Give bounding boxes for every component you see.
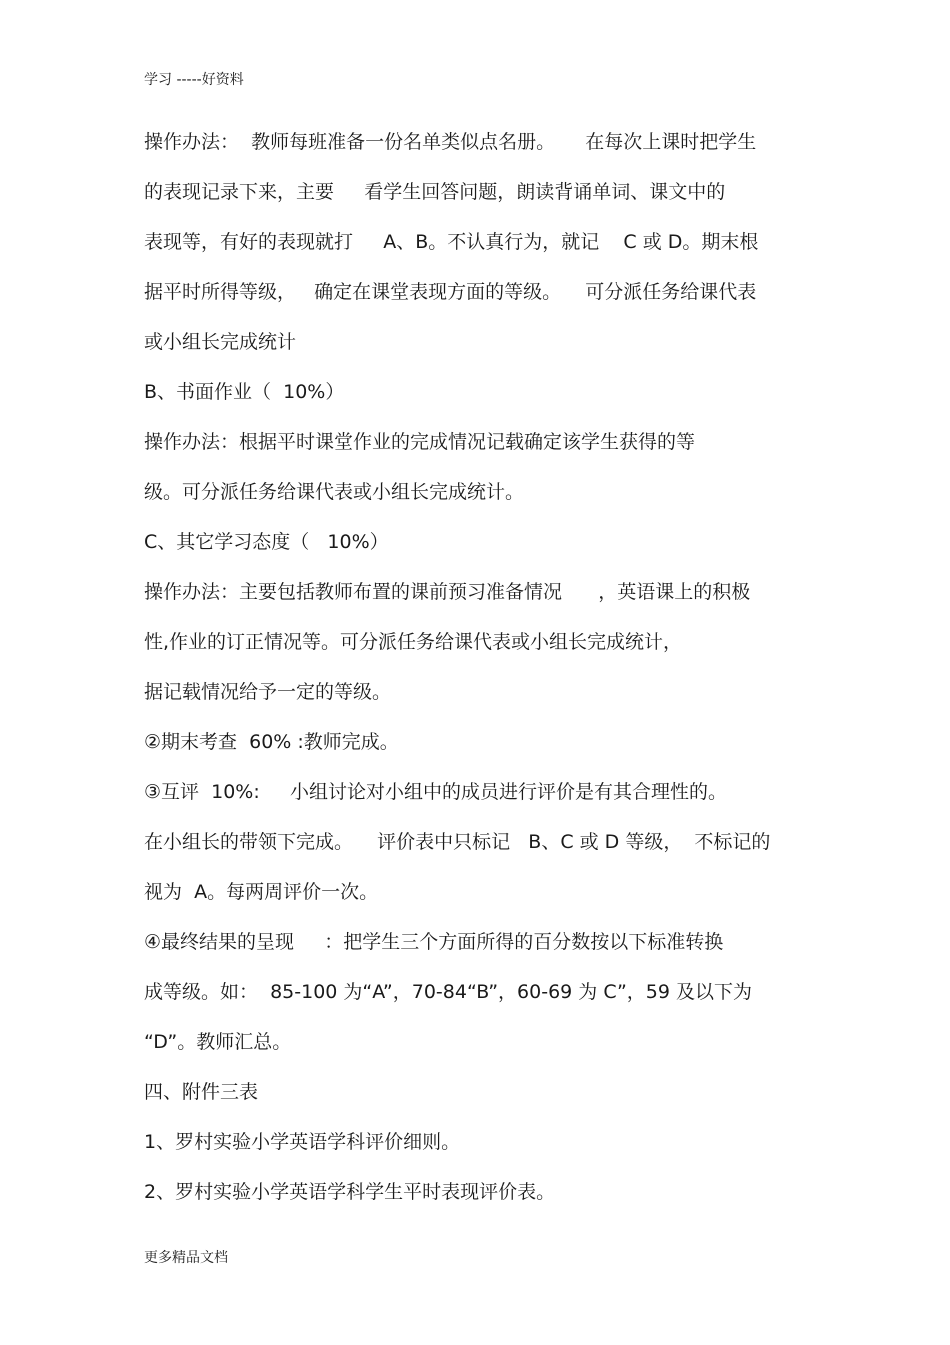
body-line: 级。可分派任务给课代表或小组长完成统计。: [144, 481, 525, 503]
page-footer: 更多精品文档: [144, 1250, 228, 1266]
body-line: 的表现记录下来，主要 看学生回答问题，朗读背诵单词、课文中的: [144, 181, 726, 203]
body-line: 性,作业的订正情况等。可分派任务给课代表或小组长完成统计，: [144, 631, 683, 653]
body-line: 或小组长完成统计: [144, 331, 297, 353]
body-line: 表现等，有好的表现就打 A、B。不认真行为，就记 C 或 D。期末根: [144, 231, 759, 253]
item-final-exam: ②期末考查 60% :教师完成。: [144, 731, 399, 753]
page-header: 学习 -----好资料: [144, 72, 244, 88]
section-heading-b: B、书面作业（ 10%）: [144, 381, 345, 403]
document-body: [144, 125, 824, 1225]
body-line: 在小组长的带领下完成。 评价表中只标记 B、C 或 D 等级， 不标记的: [144, 831, 771, 853]
body-line: 据记载情况给予一定的等级。: [144, 681, 392, 703]
appendix-item: 1、罗村实验小学英语学科评价细则。: [144, 1131, 461, 1153]
section-heading-appendix: 四、附件三表: [144, 1081, 259, 1103]
body-line: 视为 A。每两周评价一次。: [144, 881, 379, 903]
appendix-item: 2、罗村实验小学英语学科学生平时表现评价表。: [144, 1181, 556, 1203]
item-final-result: ④最终结果的呈现 ：把学生三个方面所得的百分数按以下标准转换: [144, 931, 724, 953]
body-line: 成等级。如： 85-100 为“A”，70-84“B”，60-69 为 C”，59 及以下为: [144, 981, 753, 1003]
body-line: 操作办法：根据平时课堂作业的完成情况记载确定该学生获得的等: [144, 431, 696, 453]
body-line: “D”。教师汇总。: [144, 1031, 292, 1053]
body-line: 据平时所得等级， 确定在课堂表现方面的等级。 可分派任务给课代表: [144, 281, 757, 303]
item-peer-review: ③互评 10%: 小组讨论对小组中的成员进行评价是有其合理性的。: [144, 781, 727, 803]
section-heading-c: C、其它学习态度（ 10%）: [144, 531, 389, 553]
body-line: 操作办法：主要包括教师布置的课前预习准备情况 ，英语课上的积极: [144, 581, 751, 603]
body-line: 操作办法： 教师每班准备一份名单类似点名册。 在每次上课时把学生: [144, 131, 757, 153]
